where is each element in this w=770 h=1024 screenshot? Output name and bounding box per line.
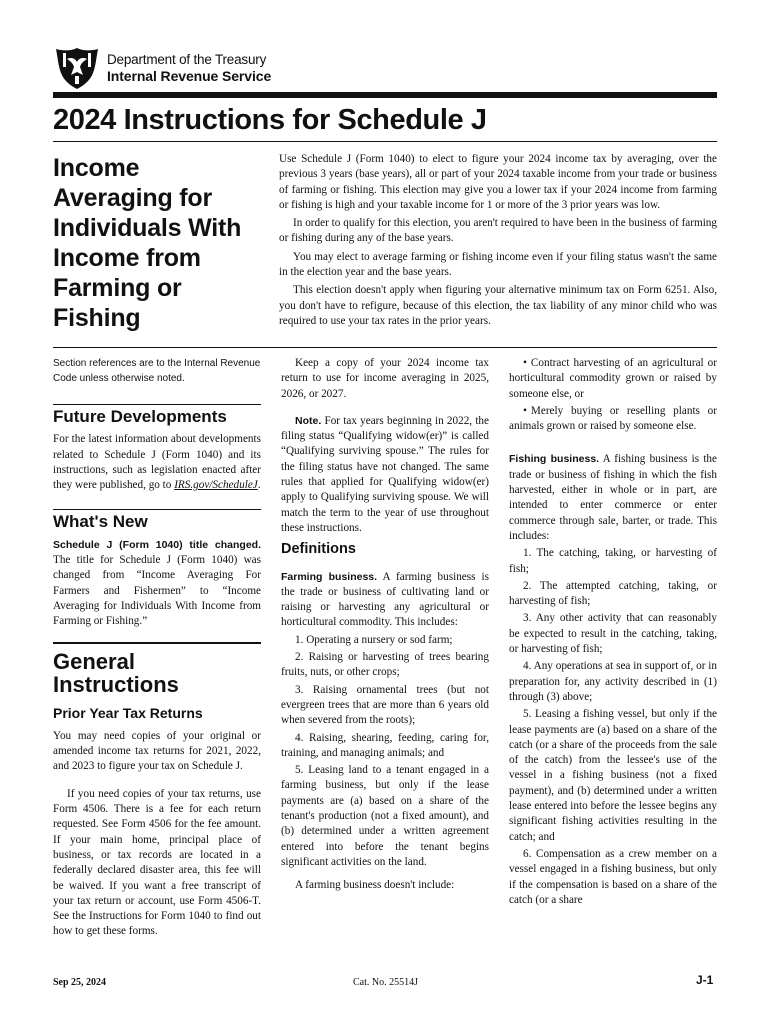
- list-item: • Contract harvesting of an agricultural or horticultural commodity grown or raised by someone else, or: [509, 356, 717, 402]
- list-item: 4. Any operations at sea in support of, or in preparation for, any activity described in (1) through (3) above;: [509, 660, 717, 703]
- list-item: • Merely buying or reselling plants or animals grown or raised by someone else.: [509, 404, 717, 435]
- intro-paragraph: In order to qualify for this election, you aren't required to have been in the business of farming or fishing during any of the base years.: [279, 217, 717, 245]
- farming-business-paragraph: Farming business. A farming business is the trade or business of cultivating land or raising or harvesting any agricultural or horticultural commodity. This includes:: [281, 570, 489, 629]
- definitions-heading: Definitions: [281, 541, 356, 558]
- agency-name: Internal Revenue Service: [107, 68, 272, 84]
- list-item: 3. Raising ornamental trees (but not evergreen trees that are more than 6 years old when severed from the roots);: [281, 683, 489, 727]
- intro-paragraph: This election doesn't apply when figuring your alternative minimum tax on Form 6251. Also, you don't have to refigure, because of this election, the tax liability of any minor child who was required to use your tax rates in the prior years.: [279, 284, 717, 327]
- footer-cat-no: Cat. No. 25514J: [353, 977, 418, 988]
- footer-date: Sep 25, 2024: [53, 977, 107, 988]
- prior-year-paragraph: You may need copies of your original or amended income tax returns for 2021, 2022, and 2023 to figure your tax on Schedule J.: [53, 729, 261, 773]
- list-item: 5. Leasing land to a tenant engaged in a farming business, but only if the lease payments are (a) based on a share of the tenant's production (not a fixed amount), and (b) determined under a written agreement entered into before the tenant begins significant activities on the land.: [281, 764, 489, 868]
- irs-eagle-logo-icon: [53, 45, 101, 91]
- list-item: 2. The attempted catching, taking, or harvesting of fish;: [509, 579, 717, 608]
- irs-schedule-j-link[interactable]: IRS.gov/ScheduleJ: [174, 479, 258, 492]
- prior-year-heading: Prior Year Tax Returns: [53, 704, 203, 721]
- column-1: [53, 356, 261, 942]
- section-references-note: Section references are to the Internal Revenue Code unless otherwise noted.: [53, 358, 261, 384]
- footer-page-number: J-1: [696, 973, 714, 987]
- list-item: 2. Raising or harvesting of trees bearing fruits, nuts, or other crops;: [281, 651, 489, 679]
- list-item: 3. Any other activity that can reasonably be expected to result in the catching, taking, or harvesting of fish;: [509, 612, 717, 656]
- column-3: [509, 356, 717, 910]
- header-rule: [53, 92, 717, 98]
- note-label: Note.: [295, 414, 322, 427]
- future-developments-heading: Future Developments: [53, 404, 261, 432]
- department-name: Department of the Treasury: [107, 52, 267, 67]
- column-2: [281, 356, 489, 896]
- list-item: 1. Operating a nursery or sod farm;: [295, 633, 453, 646]
- keep-copy-paragraph: Keep a copy of your 2024 income tax return to use for income averaging in 2025, 2026, or 2027.: [281, 357, 489, 400]
- section-rule: [53, 347, 717, 348]
- list-item: 1. The catching, taking, or harvesting of fish;: [509, 547, 717, 575]
- bullet-icon: [523, 405, 531, 417]
- note-paragraph: Note. For tax years beginning in 2022, the filing status “Qualifying widow(er)” is called “Qualifying surviving spouse.” The rules for the filing status have not changed. The same rules that applied for Qualifying widow(er) apply to Qualifying surviving spouse. We will match the term to the year of use throughout these instructions.: [281, 414, 489, 534]
- list-item: 6. Compensation as a crew member on a vessel engaged in a fishing business, but only if the compensation is based on a share of the catch (or a share: [509, 847, 717, 906]
- agency-block: [107, 51, 271, 85]
- not-include-paragraph: A farming business doesn't include:: [295, 879, 455, 892]
- main-heading: Income Averaging for Individuals With Income from Farming or Fishing: [53, 154, 242, 332]
- intro-paragraph: You may elect to average farming or fishing income even if your filing status wasn't the same in the election year and the base years.: [279, 250, 717, 279]
- title-rule: [53, 141, 717, 142]
- whats-new-heading: What's New: [53, 509, 261, 537]
- list-item: 5. Leasing a fishing vessel, but only if the lease payments are (a) based on a share of the catch (or a share of the proceeds from the sale of the catch) from the lessee's use of the vessel in a fishing business (not a fixed payment), and (b) determined under a written lease entered into before the lessee begins any significant fishing activities resulting in the catch; and: [509, 708, 717, 843]
- fishing-business-label: Fishing business.: [509, 453, 600, 466]
- general-instructions-heading: General Instructions: [53, 642, 261, 696]
- farming-business-label: Farming business.: [281, 570, 378, 583]
- whats-new-runin: Schedule J (Form 1040) title changed.: [53, 538, 261, 551]
- bullet-icon: [523, 357, 531, 369]
- future-developments-text: For the latest information about developments related to Schedule J (Form 1040) and its instructions, such as legislation enacted after they were published, go to IRS.gov/ScheduleJ.: [53, 433, 261, 492]
- intro-section: [279, 152, 717, 332]
- intro-paragraph: Use Schedule J (Form 1040) to elect to figure your 2024 income tax by averaging, over the previous 3 years (base years), all or part of your 2024 taxable income from your trade or business of farming or fishing. This election may give you a lower tax if your 2024 income from farming or fishing is high and your taxable income for 1 or more of the 3 prior years was low.: [279, 153, 717, 211]
- document-title: 2024 Instructions for Schedule J: [53, 104, 487, 136]
- prior-year-paragraph: If you need copies of your tax returns, use Form 4506. There is a fee for each return requested. See Form 4506 for the fee amount. If your main home, principal place of business, or tax records are located in a federally declared disaster area, this fee will be waived. If you want a free transcript of your tax return or account, use Form 4506-T. See the Instructions for Form 1040 to find out how to get these forms.: [53, 787, 261, 938]
- whats-new-text: Schedule J (Form 1040) title changed. The title for Schedule J (Form 1040) was changed from “Income Averaging For Farmers and Fishermen” to “Income Averaging for Individuals With Income from Farming or Fishing.”: [53, 538, 261, 628]
- list-item: 4. Raising, shearing, feeding, caring for, training, and managing animals; and: [281, 731, 489, 759]
- fishing-business-paragraph: Fishing business. A fishing business is the trade or business of fishing in which the fish harvested, either in whole or in part, are intended to enter commerce or enter commerce through sale, barter, or trade. This includes:: [509, 453, 717, 542]
